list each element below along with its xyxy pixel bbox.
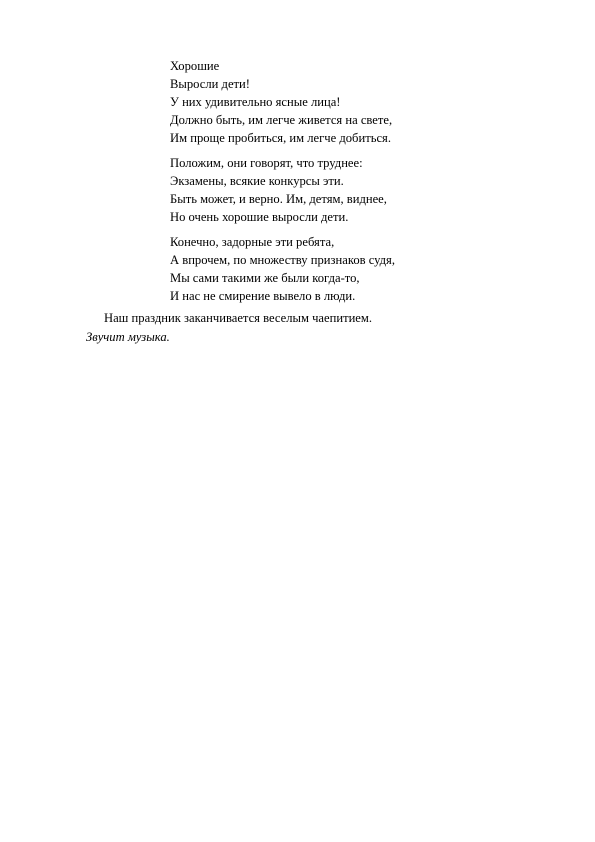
poem-line: Выросли дети! (170, 77, 250, 91)
closing-paragraph: Наш праздник заканчивается веселым чаепитием. (104, 311, 373, 325)
poem-line: И нас не смирение вывело в люди. (170, 289, 356, 303)
poem-line: Но очень хорошие выросли дети. (170, 210, 349, 224)
poem-line: Экзамены, всякие конкурсы эти. (170, 174, 344, 188)
poem-line: Конечно, задорные эти ребята, (170, 235, 335, 249)
stage-direction: Звучит музыка. (86, 330, 170, 344)
poem (170, 57, 470, 312)
poem-line: Мы сами такими же были когда-то, (170, 271, 360, 285)
poem-stanza-1 (170, 57, 470, 147)
poem-line: Положим, они говорят, что труднее: (170, 156, 363, 170)
poem-line: Должно быть, им легче живется на свете, (170, 113, 393, 127)
poem-stanza-2 (170, 154, 470, 226)
poem-line: У них удивительно ясные лица! (170, 95, 341, 109)
poem-line: А впрочем, по множеству признаков судя, (170, 253, 395, 267)
poem-line: Им проще пробиться, им легче добиться. (170, 131, 391, 145)
poem-line: Хорошие (170, 59, 220, 73)
poem-stanza-3 (170, 233, 470, 305)
poem-line: Быть может, и верно. Им, детям, виднее, (170, 192, 387, 206)
